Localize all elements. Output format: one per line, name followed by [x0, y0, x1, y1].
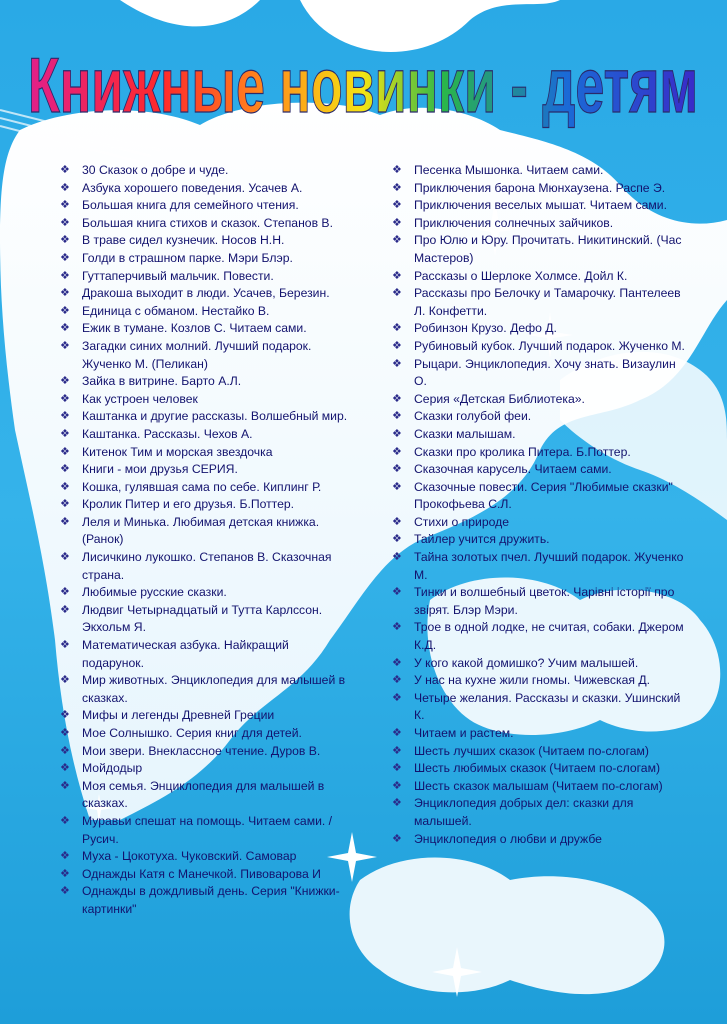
- diamond-bullet-icon: ❖: [60, 287, 70, 300]
- book-title: Тайлер учится дружить.: [414, 532, 550, 547]
- book-list-item: [58, 373, 354, 391]
- book-list-item: [58, 848, 354, 866]
- diamond-bullet-icon: ❖: [60, 375, 70, 388]
- diamond-bullet-icon: ❖: [392, 656, 402, 669]
- book-list-left: [58, 162, 354, 919]
- page-title: [0, 0, 727, 140]
- book-title: Энциклопедия добрых дел: сказки для малышей.: [414, 796, 634, 828]
- book-title: Муха - Цокотуха. Чуковский. Самовар: [82, 849, 297, 864]
- book-title: Книги - мои друзья СЕРИЯ.: [82, 462, 238, 477]
- book-list-item: [390, 549, 686, 584]
- diamond-bullet-icon: ❖: [60, 867, 70, 880]
- diamond-bullet-icon: ❖: [392, 674, 402, 687]
- book-title: Однажды в дождливый день. Серия "Книжки-картинки": [82, 884, 340, 916]
- book-list-item: [58, 232, 354, 250]
- book-list-item: [58, 602, 354, 637]
- diamond-bullet-icon: ❖: [392, 727, 402, 739]
- book-list-right: [390, 162, 686, 848]
- book-title: Кролик Питер и его друзья. Б.Поттер.: [82, 497, 295, 512]
- book-title: Каштанка. Рассказы. Чехов А.: [82, 426, 253, 441]
- book-list-item: [58, 197, 354, 215]
- book-title: В траве сидел кузнечик. Носов Н.Н.: [82, 233, 285, 248]
- book-list-item: [58, 461, 354, 479]
- book-list-item: [390, 356, 686, 391]
- book-title: Однажды Катя с Манечкой. Пивоварова И: [82, 866, 321, 881]
- diamond-bullet-icon: ❖: [392, 797, 402, 810]
- book-list-item: [390, 268, 686, 286]
- diamond-bullet-icon: ❖: [60, 427, 70, 440]
- diamond-bullet-icon: ❖: [60, 392, 70, 405]
- diamond-bullet-icon: ❖: [392, 339, 402, 352]
- book-title: Рассказы о Шерлоке Холмсе. Дойл К.: [414, 268, 628, 283]
- diamond-bullet-icon: ❖: [392, 287, 402, 300]
- book-title: Шесть лучших сказок (Читаем по-слогам): [414, 743, 649, 758]
- book-title: Песенка Мышонка. Читаем сами.: [414, 163, 604, 177]
- diamond-bullet-icon: ❖: [60, 762, 70, 775]
- book-title: Азбука хорошего поведения. Усачев А.: [82, 180, 303, 195]
- book-list-item: [58, 514, 354, 549]
- book-title: Рассказы про Белочку и Тамарочку. Пантелеев Л. Конфетти.: [414, 286, 681, 318]
- diamond-bullet-icon: ❖: [392, 427, 402, 440]
- book-title: У нас на кухне жили гномы. Чижевская Д.: [414, 673, 650, 688]
- book-list-item: [390, 426, 686, 444]
- book-title: Про Юлю и Юру. Прочитать. Никитинский. (Час Мастеров): [414, 233, 682, 265]
- diamond-bullet-icon: ❖: [392, 410, 402, 423]
- diamond-bullet-icon: ❖: [60, 410, 70, 423]
- book-list-item: [390, 778, 686, 796]
- book-list-item: [58, 162, 354, 180]
- diamond-bullet-icon: ❖: [60, 727, 70, 739]
- book-list-item: [390, 391, 686, 409]
- book-list-item: [390, 672, 686, 690]
- book-list-item: [58, 338, 354, 373]
- book-title: Читаем и растем.: [414, 726, 514, 740]
- diamond-bullet-icon: ❖: [60, 814, 70, 827]
- diamond-bullet-icon: ❖: [392, 744, 402, 757]
- diamond-bullet-icon: ❖: [60, 234, 70, 247]
- book-list-item: [58, 496, 354, 514]
- book-title: Сказочная карусель. Читаем сами.: [414, 462, 612, 477]
- book-list-item: [58, 479, 354, 497]
- diamond-bullet-icon: ❖: [60, 480, 70, 493]
- book-title: Рубиновый кубок. Лучший подарок. Жученко М.: [414, 338, 685, 353]
- book-list-item: [390, 743, 686, 761]
- book-list-item: [390, 479, 686, 514]
- book-title: Тайна золотых пчел. Лучший подарок. Жученко М.: [414, 550, 684, 582]
- book-title: Гуттаперчивый мальчик. Повести.: [82, 268, 274, 283]
- book-list-item: [390, 725, 686, 743]
- book-list-item: [390, 215, 686, 233]
- diamond-bullet-icon: ❖: [392, 199, 402, 212]
- book-list-item: [390, 795, 686, 830]
- book-list-item: [58, 320, 354, 338]
- diamond-bullet-icon: ❖: [392, 357, 402, 370]
- book-title: Рыцари. Энциклопедия. Хочу знать. Визаулин О.: [414, 356, 676, 389]
- book-title: Робинзон Крузо. Дефо Д.: [414, 321, 557, 336]
- book-title: Приключения барона Мюнхаузена. Распе Э.: [414, 180, 666, 195]
- book-list-item: [58, 426, 354, 444]
- book-title: Ежик в тумане. Козлов С. Читаем сами.: [82, 321, 307, 336]
- book-list-item: [390, 232, 686, 267]
- book-list-item: [58, 268, 354, 286]
- book-title: Четыре желания. Рассказы и сказки. Ушинский К.: [414, 690, 681, 723]
- diamond-bullet-icon: ❖: [60, 779, 70, 792]
- book-list-item: [58, 707, 354, 725]
- diamond-bullet-icon: ❖: [392, 515, 402, 528]
- diamond-bullet-icon: ❖: [392, 832, 402, 845]
- diamond-bullet-icon: ❖: [60, 164, 70, 176]
- book-title: Шесть любимых сказок (Читаем по-слогам): [414, 761, 661, 776]
- book-title: Трое в одной лодке, не считая, собаки. Джером К.Д.: [414, 620, 684, 653]
- book-list-item: [58, 637, 354, 672]
- book-list-item: [390, 831, 686, 849]
- book-title: Сказки голубой феи.: [414, 409, 532, 424]
- title-text: Книжные новинки - детям: [28, 41, 698, 129]
- book-title: Леля и Минька. Любимая детская книжка. (Ранок): [82, 514, 320, 547]
- book-title: Кошка, гулявшая сама по себе. Киплинг Р.: [82, 479, 322, 494]
- diamond-bullet-icon: ❖: [392, 445, 402, 458]
- diamond-bullet-icon: ❖: [60, 709, 70, 722]
- book-list-item: [390, 514, 686, 532]
- book-list-item: [390, 180, 686, 198]
- diamond-bullet-icon: ❖: [392, 463, 402, 476]
- book-title: Мойдодыр: [82, 761, 143, 776]
- book-title: Муравьи спешат на помощь. Читаем сами. /Русич.: [82, 813, 333, 846]
- diamond-bullet-icon: ❖: [60, 216, 70, 229]
- book-list-item: [58, 303, 354, 321]
- diamond-bullet-icon: ❖: [392, 551, 402, 564]
- diamond-bullet-icon: ❖: [392, 480, 402, 493]
- book-list-item: [390, 285, 686, 320]
- book-list-item: [390, 338, 686, 356]
- book-title: Мои звери. Внеклассное чтение. Дуров В.: [82, 743, 321, 758]
- book-list-item: [58, 813, 354, 848]
- book-list-item: [58, 584, 354, 602]
- diamond-bullet-icon: ❖: [392, 164, 402, 176]
- book-list-item: [58, 408, 354, 426]
- diamond-bullet-icon: ❖: [60, 251, 70, 264]
- diamond-bullet-icon: ❖: [392, 392, 402, 405]
- book-title: Дракоша выходит в люди. Усачев, Березин.: [82, 286, 330, 301]
- diamond-bullet-icon: ❖: [392, 779, 402, 792]
- diamond-bullet-icon: ❖: [60, 551, 70, 564]
- book-title: Стихи о природе: [414, 514, 510, 529]
- book-title: Зайка в витрине. Барто А.Л.: [82, 374, 242, 389]
- diamond-bullet-icon: ❖: [60, 269, 70, 282]
- book-title: Как устроен человек: [82, 391, 198, 406]
- book-title: Сказки про кролика Питера. Б.Поттер.: [414, 444, 631, 459]
- book-list-item: [58, 549, 354, 584]
- diamond-bullet-icon: ❖: [60, 639, 70, 652]
- diamond-bullet-icon: ❖: [60, 586, 70, 599]
- book-title: Большая книга для семейного чтения.: [82, 198, 299, 213]
- diamond-bullet-icon: ❖: [60, 674, 70, 687]
- diamond-bullet-icon: ❖: [392, 533, 402, 546]
- book-title: Энциклопедия о любви и дружбе: [414, 831, 602, 846]
- book-title: Загадки синих молний. Лучший подарок. Жученко М. (Пеликан): [82, 338, 312, 371]
- diamond-bullet-icon: ❖: [392, 621, 402, 634]
- diamond-bullet-icon: ❖: [60, 498, 70, 511]
- book-title: Моя семья. Энциклопедия для малышей в сказках.: [82, 778, 325, 811]
- book-list-item: [58, 672, 354, 707]
- book-list-item: [390, 655, 686, 673]
- book-list-item: [390, 531, 686, 549]
- diamond-bullet-icon: ❖: [60, 339, 70, 352]
- book-list-item: [58, 444, 354, 462]
- book-list-item: [58, 883, 354, 918]
- book-list-item: [58, 866, 354, 884]
- diamond-bullet-icon: ❖: [60, 744, 70, 757]
- book-title: Мое Солнышко. Серия книг для детей.: [82, 726, 302, 740]
- diamond-bullet-icon: ❖: [392, 762, 402, 775]
- diamond-bullet-icon: ❖: [60, 885, 70, 898]
- diamond-bullet-icon: ❖: [392, 322, 402, 335]
- book-title: Лисичкино лукошко. Степанов В. Сказочная страна.: [82, 550, 332, 582]
- book-title: Приключения веселых мышат. Читаем сами.: [414, 198, 667, 213]
- book-list-item: [390, 197, 686, 215]
- book-list-item: [58, 285, 354, 303]
- book-list-item: [390, 408, 686, 426]
- book-title: Серия «Детская Библиотека».: [414, 391, 585, 406]
- book-list-item: [390, 619, 686, 654]
- book-list-item: [390, 461, 686, 479]
- book-list-item: [58, 743, 354, 761]
- book-title: Мир животных. Энциклопедия для малышей в сказках.: [82, 673, 346, 705]
- diamond-bullet-icon: ❖: [60, 199, 70, 212]
- book-title: Мифы и легенды Древней Греции: [82, 708, 275, 723]
- book-list-item: [390, 444, 686, 462]
- book-list-item: [58, 778, 354, 813]
- book-title: Голди в страшном парке. Мэри Блэр.: [82, 250, 293, 265]
- book-title: 30 Сказок о добре и чуде.: [82, 163, 229, 177]
- book-title: Каштанка и другие рассказы. Волшебный мир.: [82, 409, 348, 424]
- book-list-item: [58, 180, 354, 198]
- book-list-item: [390, 760, 686, 778]
- book-title: Любимые русские сказки.: [82, 585, 227, 600]
- book-title: Приключения солнечных зайчиков.: [414, 215, 614, 230]
- book-list-item: [58, 391, 354, 409]
- sparkle-icon: [430, 945, 484, 999]
- book-title: Сказочные повести. Серия "Любимые сказки" Прокофьева С.Л.: [414, 479, 673, 512]
- book-title: Единица с обманом. Нестайко В.: [82, 303, 270, 318]
- diamond-bullet-icon: ❖: [60, 445, 70, 458]
- diamond-bullet-icon: ❖: [392, 586, 402, 599]
- book-title: Людвиг Четырнадцатый и Тутта Карлссон. Экхольм Я.: [82, 602, 323, 635]
- diamond-bullet-icon: ❖: [392, 234, 402, 247]
- book-list-item: [390, 320, 686, 338]
- book-title: У кого какой домишко? Учим малышей.: [414, 655, 639, 670]
- book-title: Математическая азбука. Найкращий подарунок.: [82, 638, 289, 670]
- book-list-item: [390, 162, 686, 180]
- book-title: Китенок Тим и морская звездочка: [82, 444, 273, 459]
- diamond-bullet-icon: ❖: [392, 691, 402, 704]
- book-title: Сказки малышам.: [414, 426, 516, 441]
- diamond-bullet-icon: ❖: [60, 322, 70, 335]
- diamond-bullet-icon: ❖: [60, 304, 70, 317]
- diamond-bullet-icon: ❖: [60, 515, 70, 528]
- book-list-item: [58, 250, 354, 268]
- book-title: Тинки и волшебный цветок. Чарівні історії про звірят. Блэр Мэри.: [414, 585, 675, 617]
- diamond-bullet-icon: ❖: [60, 850, 70, 863]
- diamond-bullet-icon: ❖: [392, 269, 402, 282]
- diamond-bullet-icon: ❖: [392, 216, 402, 229]
- book-list-item: [390, 690, 686, 725]
- diamond-bullet-icon: ❖: [392, 181, 402, 194]
- book-list-item: [58, 215, 354, 233]
- diamond-bullet-icon: ❖: [60, 463, 70, 476]
- book-list-item: [58, 760, 354, 778]
- diamond-bullet-icon: ❖: [60, 181, 70, 194]
- diamond-bullet-icon: ❖: [60, 603, 70, 616]
- book-title: Шесть сказок малышам (Читаем по-слогам): [414, 778, 663, 793]
- book-list-item: [58, 725, 354, 743]
- book-title: Большая книга стихов и сказок. Степанов В.: [82, 215, 333, 230]
- book-list-item: [390, 584, 686, 619]
